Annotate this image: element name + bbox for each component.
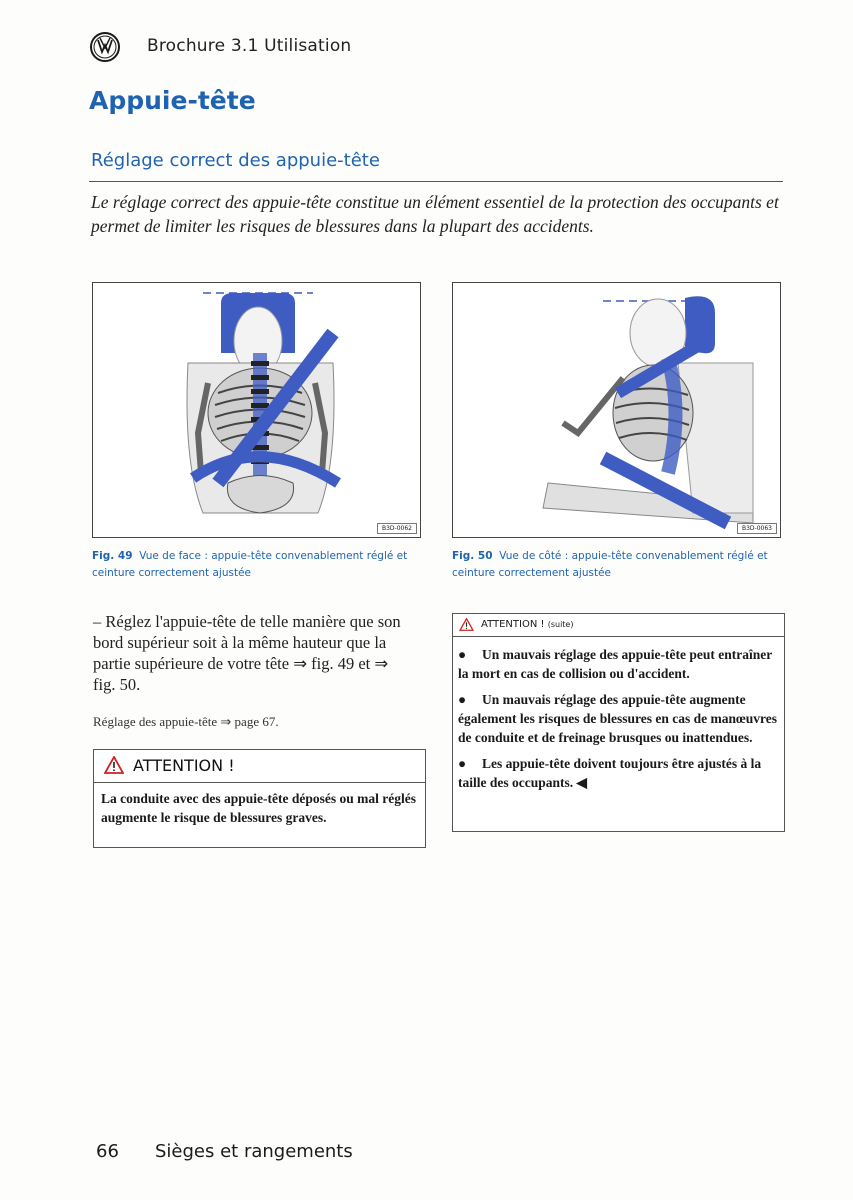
warning-list (453, 637, 784, 792)
warning-title-suffix: (suite) (547, 620, 574, 629)
list-item: ● Les appuie-tête doivent toujours être ajustés à la taille des occupants. ◀ (458, 756, 762, 790)
warning-header (453, 614, 784, 637)
figure-code: B3D-0062 (377, 523, 417, 534)
section-divider (89, 181, 783, 182)
skeleton-side-illustration (453, 283, 780, 537)
figure-50-caption (452, 548, 782, 582)
figure-49-caption (92, 548, 422, 582)
figure-49-front-view (92, 282, 421, 538)
list-item-text: Les appuie-tête doivent toujours être ajustés à la taille des occupants. ◀ (458, 756, 762, 790)
vw-logo-icon (89, 31, 121, 63)
list-item: ● Un mauvais réglage des appuie-tête peut entraîner la mort en cas de collision ou d'accident. (458, 647, 772, 681)
skeleton-front-illustration (93, 283, 420, 537)
section-title: Réglage correct des appuie-tête (91, 150, 380, 171)
warning-header (94, 750, 425, 783)
warning-text: La conduite avec des appuie-tête déposés ou mal réglés augmente le risque de blessures graves. (101, 791, 416, 825)
brochure-label: Brochure 3.1 Utilisation (147, 36, 352, 56)
warning-box-continued (452, 613, 785, 832)
warning-triangle-icon (104, 756, 124, 779)
instruction-step: – Réglez l'appuie-tête de telle manière que son bord supérieur soit à la même hauteur que la partie supérieure de votre tête ⇒ fig. 49 et ⇒ fig. 50. (93, 612, 401, 694)
chapter-title: Sièges et rangements (155, 1141, 353, 1162)
list-item: ● Un mauvais réglage des appuie-tête augmente également les risques de blessures en cas de manœuvres de conduite et de freinage brusques ou inattendues. (458, 692, 777, 745)
warning-triangle-icon (459, 618, 474, 636)
warning-title-text: ATTENTION ! (481, 619, 545, 630)
figure-code: B3D-0063 (737, 523, 777, 534)
warning-box (93, 749, 426, 848)
list-item-text: Un mauvais réglage des appuie-tête augmente également les risques de blessures en cas de manœuvres de conduite et de freinage brusques ou inattendues. (458, 692, 777, 745)
figure-label: Fig. 50 (452, 550, 493, 562)
warning-title (481, 619, 573, 630)
page-reference: Réglage des appuie-tête ⇒ page 67. (93, 714, 279, 729)
caption-text: Vue de face : appuie-tête convenablement réglé et ceinture correctement ajustée (92, 550, 408, 579)
caption-text: Vue de côté : appuie-tête convenablement réglé et ceinture correctement ajustée (452, 550, 768, 579)
page-title: Appuie-tête (89, 86, 256, 115)
figure-50-side-view (452, 282, 781, 538)
figure-label: Fig. 49 (92, 550, 133, 562)
intro-paragraph: Le réglage correct des appuie-tête constitue un élément essentiel de la protection des occupants et permet de limiter les risques de blessures dans la plupart des accidents. (91, 192, 779, 236)
page-number: 66 (96, 1141, 119, 1162)
list-item-text: Un mauvais réglage des appuie-tête peut entraîner la mort en cas de collision ou d'accident. (458, 647, 772, 681)
warning-title: ATTENTION ! (133, 756, 235, 775)
